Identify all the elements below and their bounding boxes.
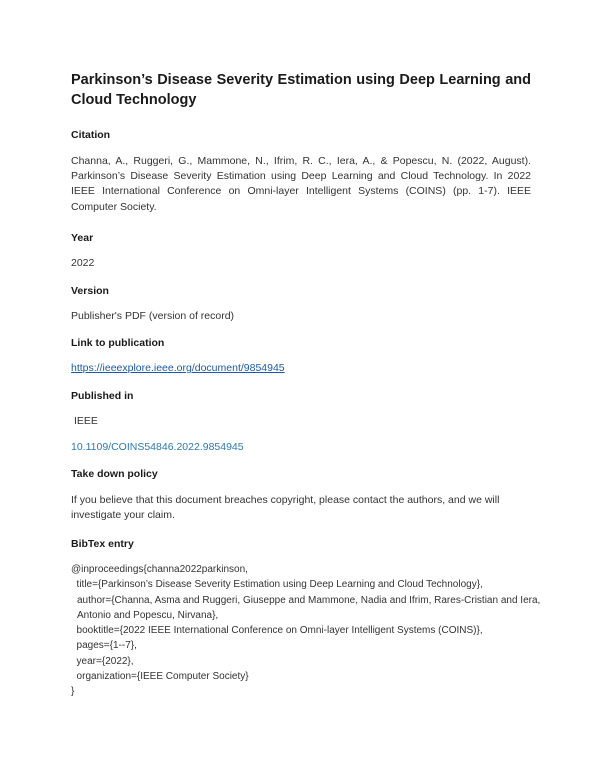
published-in-heading: Published in: [71, 390, 134, 402]
published-venue: IEEE: [74, 415, 98, 427]
bibtex-line: booktitle={2022 IEEE International Conference on Omni-layer Intelligent Systems (COINS)},: [71, 625, 483, 637]
citation-text: Channa, A., Ruggeri, G., Mammone, N., Ifrim, R. C., Iera, A., & Popescu, N. (2022, August). Parkinson’s Disease Severity Estimation using Deep Learning and Cloud Technology. In 2022 IEEE International Conference on Omni-layer Intelligent Systems (COINS) (pp. 1-7). IEEE Computer Society.: [71, 155, 531, 213]
doi-link[interactable]: 10.1109/COINS54846.2022.9854945: [71, 441, 244, 453]
bibtex-line: title={Parkinson’s Disease Severity Estimation using Deep Learning and Cloud Technology},: [71, 579, 483, 591]
bibtex-line: pages={1--7},: [71, 640, 137, 652]
bibtex-heading: BibTex entry: [71, 538, 134, 550]
bibtex-line: }: [71, 686, 75, 698]
citation-heading: Citation: [71, 129, 111, 141]
document-title: Parkinson’s Disease Severity Estimation using Deep Learning and Cloud Technology: [71, 72, 531, 108]
bibtex-line: author={Channa, Asma and Ruggeri, Giuseppe and Mammone, Nadia and Ifrim, Rares-Cristian and Iera, Antonio and Popescu, Nirvana},: [77, 594, 541, 621]
takedown-text: If you believe that this document breaches copyright, please contact the authors, and we will investigate your claim.: [71, 494, 500, 522]
takedown-heading: Take down policy: [71, 468, 158, 480]
publication-link[interactable]: https://ieeexplore.ieee.org/document/9854945: [71, 362, 285, 374]
bibtex-line: @inproceedings{channa2022parkinson,: [71, 564, 248, 575]
bibtex-line: organization={IEEE Computer Society}: [71, 671, 249, 683]
bibtex-entry: [71, 562, 541, 700]
link-heading: Link to publication: [71, 337, 165, 349]
version-heading: Version: [71, 285, 109, 297]
version-value: Publisher's PDF (version of record): [71, 310, 235, 322]
year-heading: Year: [71, 232, 94, 244]
bibtex-line: year={2022},: [71, 655, 134, 667]
year-value: 2022: [71, 257, 95, 269]
